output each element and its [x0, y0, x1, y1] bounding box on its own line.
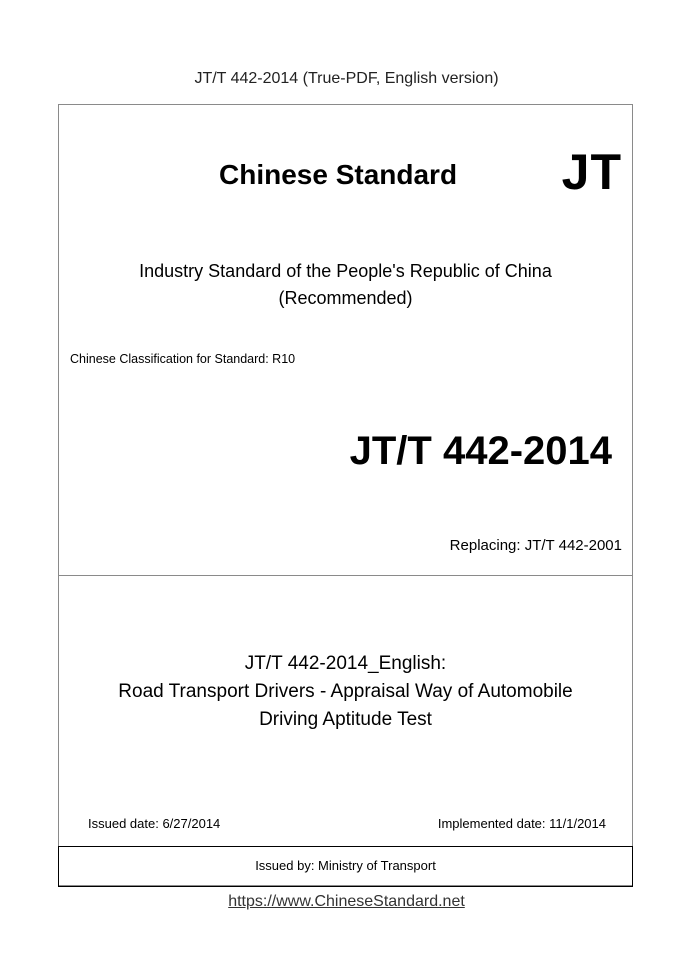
document-title-line-2: Road Transport Drivers - Appraisal Way of Automobile	[118, 681, 573, 702]
document-title-line-1: JT/T 442-2014_English:	[244, 653, 447, 674]
cover-frame	[58, 104, 633, 886]
industry-line-2: (Recommended)	[278, 288, 413, 308]
industry-line-1: Industry Standard of the People's Republic of China	[139, 261, 552, 281]
document-title-section	[59, 576, 632, 846]
cover-top-section	[59, 105, 632, 576]
implemented-date: Implemented date: 11/1/2014	[437, 816, 606, 831]
industry-statement	[59, 258, 632, 312]
issued-date: Issued date: 6/27/2014	[88, 816, 221, 831]
footer	[0, 893, 693, 911]
replacing-text: Replacing: JT/T 442-2001	[449, 537, 622, 554]
page-header: JT/T 442-2014 (True-PDF, English version)	[194, 70, 499, 87]
issuer-box: Issued by: Ministry of Transport	[58, 846, 633, 887]
classification-text: Chinese Classification for Standard: R10	[70, 352, 296, 366]
standard-number: JT/T 442-2014	[349, 429, 612, 473]
website-link[interactable]: https://www.ChineseStandard.net	[228, 893, 465, 910]
standard-code-mark: JT	[561, 144, 622, 200]
standard-title: Chinese Standard	[219, 159, 458, 190]
document-title	[59, 650, 632, 734]
document-title-line-3: Driving Aptitude Test	[259, 709, 432, 730]
